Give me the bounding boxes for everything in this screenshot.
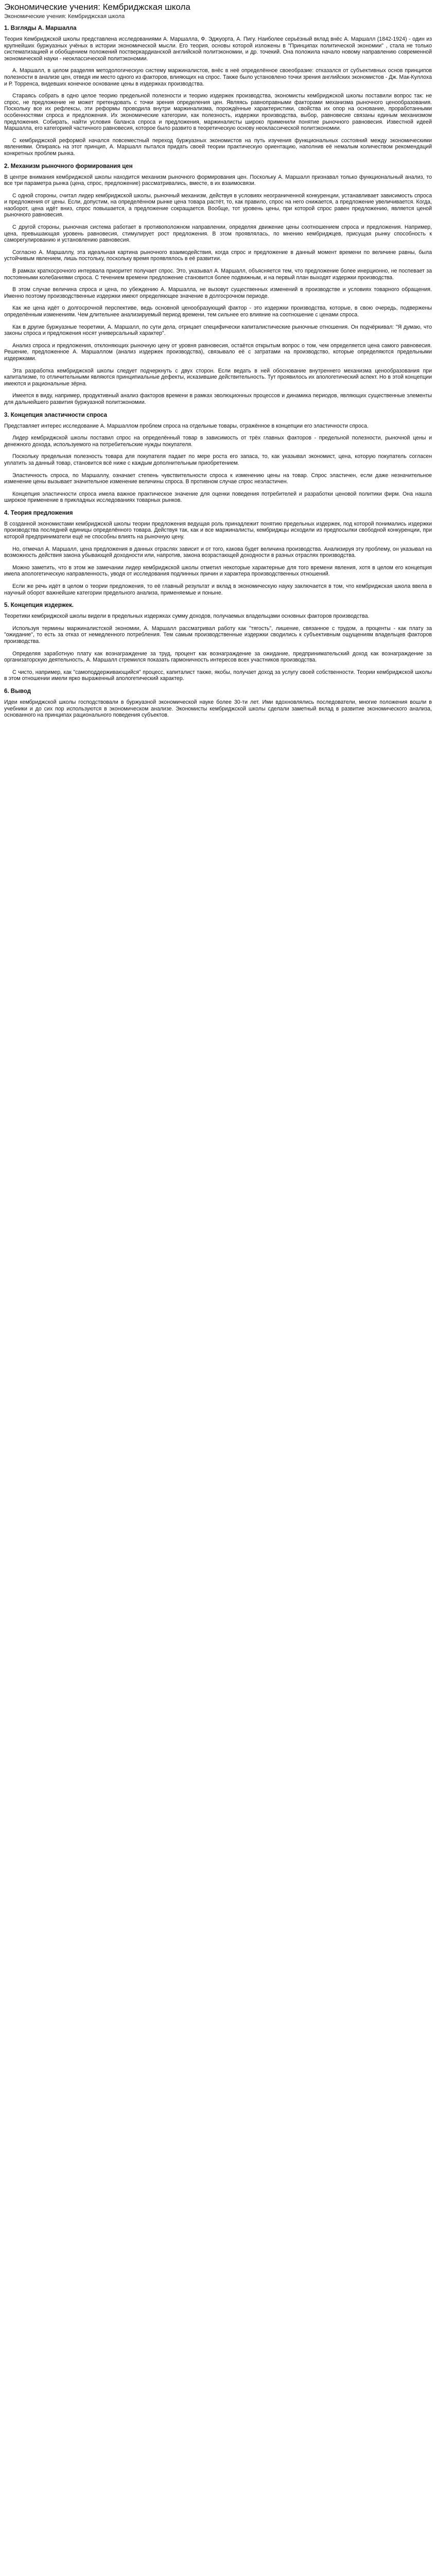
- paragraph: Как в другие буржуазные теоретики, А. Маршалл, по сути дела, отрицает специфически капиталистические рыночные отношения. Он подчёркивал: "Я думаю, что законы спроса и предложения носят универсальный характер".: [4, 324, 432, 337]
- paragraph: С другой стороны, рыночная система работает в противоположном направлении, определяя движение цены соотношением спроса и предложения. Например, цена, превышающая уровень равновесия, стимулирует рост предложения. В этом проявлялась, по мнению кембриджцев, присущая рынку способность к саморегулированию и установлению равновесия.: [4, 224, 432, 244]
- document-section: [4, 25, 432, 157]
- paragraph: С одной стороны, считал лидер кембриджской школы, рыночный механизм, действуя в условиях неограниченной конкуренции, устанавливает зависимость спроса и предложения от цены. Если, допустим, на определённом рынке цена товара растёт, то, как правило, спрос на него снижается, а предложение увеличивается. Когда, наоборот, цена идёт вниз, спрос повышается, а предложение сокращается. Вообще, тот уровень цены, при которой спрос равен предложению, является ценой рыночного равновесия.: [4, 192, 432, 218]
- section-heading: 6. Вывод: [4, 688, 31, 694]
- page-title: Экономические учения: Кембриджская школа: [4, 2, 190, 12]
- paragraph: Анализ спроса и предложения, отклоняющих рыночную цену от уровня равновесия, остаётся открытым вопрос о том, чем определяется цена самого равновесия. Решение, предложенное А. Маршаллом (анализ издержек производства), связывало её с затратами на производство, которые определяются предельными издержками.: [4, 342, 432, 362]
- paragraph: Лидер кембриджской школы поставил спрос на определённый товар в зависимость от трёх главных факторов - предельной полезности, рыночной цены и денежного дохода, используемого на потребительские нужды покупателя.: [4, 435, 432, 448]
- paragraph: Определяя заработную плату как вознаграждение за труд, процент как вознаграждение за ожидание, предпринимательский доход как вознаграждение за организаторскую деятельность, А. Маршалл стремился показать гармоничность интересов всех участников производства.: [4, 650, 432, 664]
- document-section: [4, 163, 432, 406]
- document-section: [4, 688, 432, 719]
- paragraph: А. Маршалл, в целом разделяя методологическую систему маржиналистов, внёс в неё определённое своеобразие: отказался от субъективных основ принципов полезности в анализе цен, отведя им место одного из факторов, влияющих на спрос. Также было установлено точки зрения английских экономистов - Дж. Мак-Куллоха и Р. Торренса, видевших конечное основание цены в издержках производства.: [4, 67, 432, 87]
- paragraph: В созданной экономистами кембриджской школы теории предложения ведущая роль принадлежит понятию предельных издержек, под которой понимались издержки производства последней единицы определённого товара. Действуя так, как и все маржиналисты, кембриджцы исходили из предпосылки свободной конкуренции, при которой предприниматели ещё не способны влиять на рыночную цену.: [4, 520, 432, 540]
- paragraph: Теория Кембриджской школы представлена исследованиями А. Маршалла, Ф. Эджуорта, А. Пигу. Наиболее серьёзный вклад внёс А. Маршалл (1842-1924) - один из крупнейших буржуазных учёных в истории экономической мысли. Его теория, основы которой изложены в "Принципах политической экономии" , стала не только систематизацией и обобщением положений постверкардианской английской политэкономии, и др. точекий. Она положила начало новому направлению современной экономической науки - неоклассической политэкономии.: [4, 36, 432, 62]
- paragraph: В центре внимания кембриджской школы находится механизм рыночного формирования цен. Поскольку А. Маршалл признавал только функциональный анализ, то все три параметра рынка (цена, спрос, предложение) рассматривались, вместе, в их взаимосвязи.: [4, 174, 432, 187]
- paragraph: Имеется в виду, например, продуктивный анализ факторов времени в рамках эволюционных процессов и динамика периодов, являющих существенные элементы для дальнейшего развития буржуазной политэкономии.: [4, 393, 432, 405]
- paragraph: Согласно А. Маршаллу, эта идеальная картина рыночного взаимодействия, когда спрос и предложение в данный момент времени по величине равны, была устойчивым явлением, лишь постольку, поскольку время проявлялось в её развитии.: [4, 249, 432, 262]
- section-heading: 1. Взгляды А. Маршалла: [4, 25, 77, 31]
- document-section: [4, 510, 432, 596]
- document-section: [4, 602, 432, 682]
- paragraph: Можно заметить, что в этом же замечании лидер кембриджской школы отметил некоторые характерные для того времени явления, хотя в целом его концепция имела апологетическую направленность, уводя от исследования подлинных причин и характера производственных отношений.: [4, 564, 432, 578]
- paragraph: Представляет интерес исследование А. Маршаллом проблем спроса на отдельные товары, отражённое в концепции его эластичности спроса.: [4, 422, 369, 429]
- document-section: [4, 412, 432, 504]
- paragraph: В этом случае величина спроса и цена, по убеждению А. Маршалла, не вызовут существенных изменений в производстве и условиях товарного обращения. Именно поэтому производственные издержки имеют определяющее значение в долгосрочном периоде.: [4, 286, 432, 299]
- paragraph: Идеи кембриджской школы господствовали в буржуазной экономической науке более 30-ти лет. Ими вдохновлялись последователи, многие положения вошли в учебники и до сих пор используются в экономическом анализе. Экономисты кембриджской школы сделали заметный вклад в развитие экономического анализа, основанного на принципах рационального поведения субъектов.: [4, 699, 432, 719]
- paragraph: С чисто, например, как "самоподдерживающийся" процесс, капиталист также, якобы, получает доход за услугу своей собственности. Теории кембриджской школы в этом отношении имели ярко выраженный апологетический характер.: [4, 669, 432, 682]
- document-body: [4, 25, 432, 719]
- paragraph: Эластичность спроса, по Маршаллу, означает степень чувствительности спроса к изменению цены на товар. Спрос эластичен, если даже незначительное изменение цены вызывает значительное изменение величины спроса. В противном случае спрос неэластичен.: [4, 472, 432, 485]
- paragraph: Но, отмечал А. Маршалл, цена предложения в данных отраслях зависит и от того, какова будет величина производства. Анализируя эту проблему, он указывал на возможность действия закона убывающей доходности или, напротив, закона возрастающей доходности в разных отраслях производства.: [4, 546, 432, 559]
- paragraph: В рамках краткосрочного интервала приоритет получает спрос. Это, указывал А. Маршалл, объясняется тем, что предложение более инерционно, не поспевает за постоянными колебаниями спроса. С течением времени предложение становится более подвижным, и на первый план выходят издержки производства.: [4, 268, 432, 281]
- paragraph: Поскольку предельная полезность товара для покупателя падает по мере роста его запаса, то, как указывал экономист, цена, которую покупатель согласен уплатить за данный товар, становится всё ниже с каждым дополнительным приобретением.: [4, 453, 432, 466]
- paragraph: Как же цена идёт о долгосрочной перспективе, ведь основной ценообразующий фактор - это издержки производства, которые, в свою очередь, подвержены определённым изменениям. Чем длительнее анализируемый период времени, тем сильнее его влияние на соотношение с ценами спроса.: [4, 305, 432, 318]
- paragraph: Если же речь идёт в целом о теории предложения, то её главный результат и вклад в экономическую науку заключается в том, что кембриджская школа ввела в научный оборот важнейшие категории предельного анализа, применяемые и поныне.: [4, 583, 432, 596]
- section-heading: 5. Концепция издержек.: [4, 602, 74, 609]
- paragraph: Эта разработка кембриджской школы следует подчеркнуть с двух сторон. Если ведать в ней обоснование внутреннего механизма ценообразования при капитализме, то отличительными являются принципиальные дефекты, исказившие действительность. Тут проявилось их апологетический аспект. Но в этой концепции имеются и рациональные зёрна.: [4, 367, 432, 387]
- section-heading: 3. Концепция эластичности спроса: [4, 412, 108, 418]
- breadcrumb: Экономические учения: Кембриджская школа: [4, 13, 125, 20]
- document-page: [0, 0, 436, 731]
- paragraph: Теоретики кембриджской школы видели в предельных издержках сумму доходов, получаемых владельцами основных факторов производства.: [4, 613, 370, 620]
- paragraph: Стараясь собрать в одно целое теорию предельной полезности и теорию издержек производства, экономисты кембриджской школы поставили вопрос так: не спрос, не предложение не может претендовать с точки зрения определения цен. Являясь равноправными факторами механизма рыночного ценообразования. Поскольку все их рефлексы, эти реформы проводила внутри маржинализма, порождённые характеристики, свойства их опор на основание, проработанными особенностями спроса и предложения. Их экономические категории, как полезность, издержки производства, выбор, равновесие связаны единым механизмом предложения. Собирать, найти условия баланса спроса и предложения, маржиналисты широко применили понятие рыночного равновесия. Известной идеей Маршалла, его категорией частичного равновесия, которое было развито в теоретическую основу неоклассической политэкономии.: [4, 93, 432, 132]
- section-heading: 4. Теория предложения: [4, 510, 73, 516]
- section-heading: 2. Механизм рыночного формирования цен: [4, 163, 133, 170]
- paragraph: Используя термины маржиналистской экономии, А. Маршалл рассматривал работу как "тягость", лишение, связанное с трудом, а проценты - как плату за "ожидание", то есть за отказ от немедленного потребления. Тем самым производственные издержки сводились к субъективным ощущениям владельцев факторов производства.: [4, 625, 432, 645]
- paragraph: Концепция эластичности спроса имела важное практическое значение для оценки поведения потребителей и разработки ценовой политики фирм. Она нашла широкое применение в прикладных исследованиях товарных рынков.: [4, 490, 432, 504]
- paragraph: С кембриджской реформой начался повсеместный переход буржуазных экономистов на путь изучения функциональных состояний между экономическими явлениями. Опираясь на этот принцип, А. Маршалл пытался придать своей теории практическую ориентацию, наполнив её немалым количеством рекомендаций конкретных проблем рынка.: [4, 137, 432, 157]
